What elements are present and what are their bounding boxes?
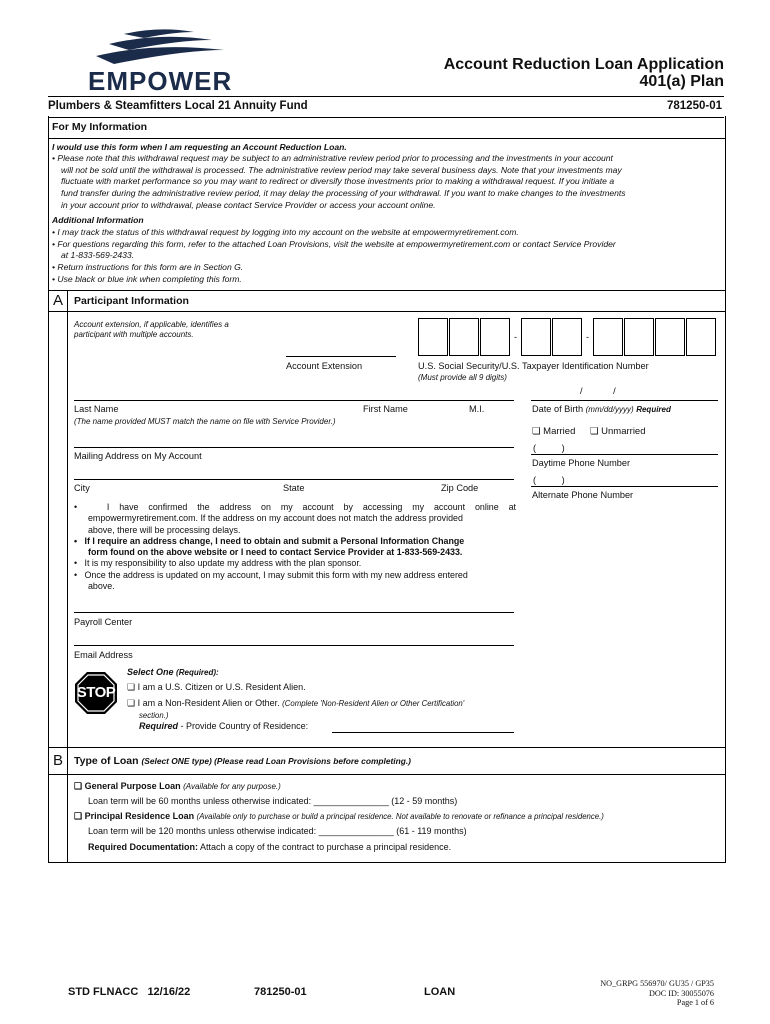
principal-residence-loan-checkbox[interactable]: ❏ Principal Residence Loan (Available only to purchase or build a principal residence. Not available to renovate or refinance a principal residence.) [74,811,604,821]
nonresident-checkbox[interactable]: ❏ I am a Non-Resident Alien or Other. (Complete 'Non-Resident Alien or Other Certification' [127,698,465,708]
general-purpose-loan-checkbox[interactable]: ❏ General Purpose Loan (Available for any purpose.) [74,781,281,791]
ssn-digit-box[interactable] [521,318,551,356]
email-line[interactable] [74,645,514,646]
ssn-label: U.S. Social Security/U.S. Taxpayer Identification Number [418,361,649,371]
country-line[interactable] [332,732,514,733]
alt-phone-label: Alternate Phone Number [532,490,634,500]
general-loan-term[interactable]: Loan term will be 60 months unless otherwise indicated: _______________ (12 - 59 months) [88,796,458,806]
email-label: Email Address [74,650,133,660]
married-checkbox[interactable]: ❏ Married [532,426,576,437]
additional-info-list: • I may track the status of this withdrawal request by logging into my account on the website at empowermyretirement.com. • For questions regarding this form, refer to the attached Loan Provisions, visit the website at empowermyretirement.com or contact Service Provider at 1-833-569-2433. • Return instructions for this form are in Section G. • Use black or blue ink when completing this form. [52,227,616,284]
footer-form-code: STD FLNACC 12/16/22 [68,986,191,998]
alt-phone-line[interactable] [531,486,718,487]
mailing-label: Mailing Address on My Account [74,451,202,461]
ssn-digit-box[interactable] [480,318,510,356]
address-bullets: • I have confirmed the address on my account by accessing my account online at empowermyretirement.com. If the address on my account does not match the address provided above, there will be processing delays. • If I require an address change, I need to obtain and submit a Personal Information Change form found on the above website or I need to contact Service Provider at 1-833-569-2433. • It is my responsibility to also update my address with the plan sponsor. • Once the address is updated on my account, I may submit this form with my new address entered above. [74,502,516,592]
footer-plan-number: 781250-01 [254,986,307,998]
nonresident-note: section.) [139,711,169,720]
state-label: State [283,483,305,493]
name-note: (The name provided MUST match the name on file with Service Provider.) [74,417,336,426]
logo-text: EMPOWER [88,66,233,96]
select-one-label: Select One (Required): [127,667,219,677]
first-name-label: First Name [363,404,408,414]
dob-slashes: / / [580,386,616,396]
section-b-title: Type of Loan (Select ONE type) (Please read Loan Provisions before completing.) [74,755,411,767]
logo-waves-icon [84,26,234,70]
ssn-note: (Must provide all 9 digits) [418,373,507,382]
mi-label: M.I. [469,404,485,414]
ssn-dash: - [586,332,590,342]
stop-text: STOP [76,684,116,701]
daytime-phone-paren: ( ) [533,443,565,453]
form-subtitle: 401(a) Plan [639,73,724,90]
city-line[interactable] [74,479,514,480]
divider [48,290,725,291]
ssn-digit-box[interactable] [418,318,448,356]
acct-ext-note: Account extension, if applicable, identifies a participant with multiple accounts. [74,320,229,339]
mailing-line[interactable] [74,447,514,448]
city-label: City [74,483,90,493]
principal-loan-term[interactable]: Loan term will be 120 months unless otherwise indicated: _______________ (61 - 119 months) [88,826,467,836]
zip-label: Zip Code [441,483,479,493]
ssn-digit-box[interactable] [593,318,623,356]
stop-sign-icon [74,671,118,715]
acct-ext-label: Account Extension [286,361,363,371]
footer-doc-ids: NO_GRPG 556970/ GU35 / GP35 DOC ID: 30055076 Page 1 of 6 [600,979,714,1008]
empower-logo [84,26,234,96]
daytime-phone-label: Daytime Phone Number [532,458,631,468]
divider [48,774,725,775]
country-label: Required - Provide Country of Residence: [139,721,309,731]
ssn-digit-box[interactable] [686,318,716,356]
additional-info-heading: Additional Information [52,215,144,225]
info-bullet-1: • Please note that this withdrawal request may be subject to an administrative review period prior to processing and the investments in your account will not be sold until the withdrawal is processed. The administrative review period may take several business days. Note that your investments may fluctuate with market performance so you may want to redirect or diversify those investments prior to making a withdrawal request. If you initiate a fund transfer during the administrative review period, it may delay the processing of your withdrawal. If you want to make changes to the investments in your account prior to withdrawal, please contact Service Provider or access your account online. [52,153,626,210]
ssn-digit-box[interactable] [655,318,685,356]
dob-label: Date of Birth (mm/dd/yyyy) Required [532,404,671,414]
dob-line[interactable] [531,400,718,401]
daytime-phone-line[interactable] [531,454,718,455]
plan-name: Plumbers & Steamfitters Local 21 Annuity Fund [48,100,308,112]
unmarried-checkbox[interactable]: ❏ Unmarried [590,426,646,437]
required-documentation: Required Documentation: Attach a copy of the contract to purchase a principal residence. [88,842,452,852]
ssn-digit-box[interactable] [624,318,654,356]
ssn-digit-box[interactable] [552,318,582,356]
citizen-checkbox[interactable]: ❏ I am a U.S. Citizen or U.S. Resident Alien. [127,682,306,692]
last-name-label: Last Name [74,404,119,414]
payroll-line[interactable] [74,612,514,613]
form-title: Account Reduction Loan Application [443,56,724,73]
divider [48,747,725,748]
section-a-rule [67,290,68,747]
footer-form-type: LOAN [424,986,456,998]
section-a-letter: A [53,292,64,309]
for-my-info-heading: For My Information [52,121,148,133]
ssn-dash: - [514,332,518,342]
plan-bar [48,96,724,118]
name-line[interactable] [74,400,514,401]
section-b-letter: B [53,752,64,769]
acct-ext-line [286,356,396,357]
payroll-label: Payroll Center [74,617,133,627]
plan-number: 781250-01 [667,100,722,112]
alt-phone-paren: ( ) [533,475,565,485]
divider [48,311,725,312]
divider [48,138,725,139]
section-a-title: Participant Information [74,295,189,307]
section-b-rule [67,747,68,862]
info-lead: I would use this form when I am requesting an Account Reduction Loan. [52,142,347,152]
ssn-digit-box[interactable] [449,318,479,356]
